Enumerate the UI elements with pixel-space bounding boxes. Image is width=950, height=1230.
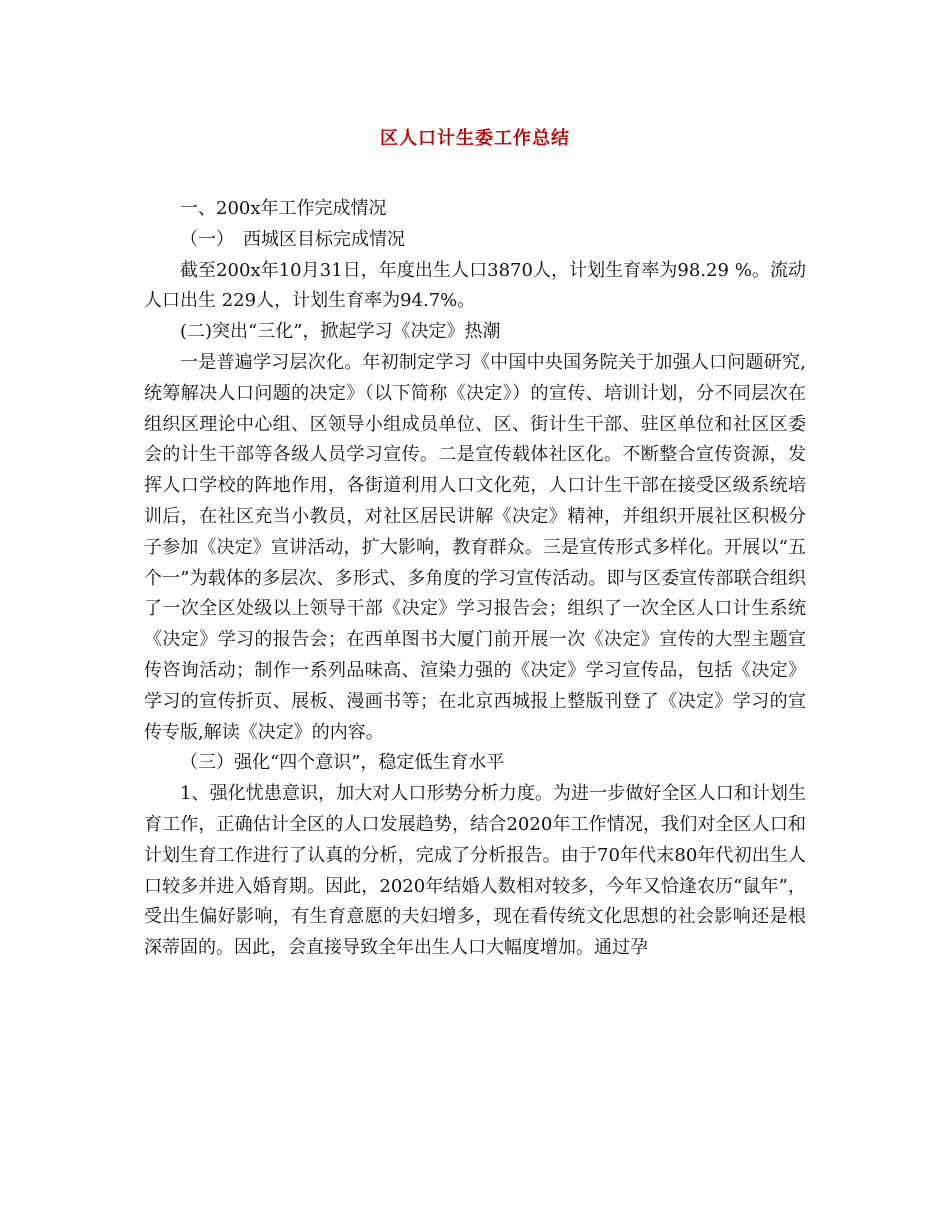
subsection-heading: （三）强化“四个意识”，稳定低生育水平 (180, 752, 505, 774)
subsection-heading: (二)突出“三化”，掀起学习《决定》热潮 (180, 321, 501, 343)
document-body (144, 194, 806, 964)
section-heading: 一、200x年工作完成情况 (180, 198, 387, 219)
body-paragraph: 一是普遍学习层次化。年初制定学习《中国中央国务院关于加强人口问题研究,统筹解决人口问题的决定》（以下简称《决定》）的宣传、培训计划，分不同层次在组织区理论中心组、区领导小组成员单位、区、街计生干部、驻区单位和社区区委会的计生干部等各级人员学习宣传。二是宣传载体社区化。不断整合宣传资源，发挥人口学校的阵地作用，各街道利用人口文化苑，人口计生干部在接受区级系统培训后，在社区充当小教员，对社区居民讲解《决定》精神，并组织开展社区积极分子参加《决定》宣讲活动，扩大影响，教育群众。三是宣传形式多样化。开展以“五个一”为载体的多层次、多形式、多角度的学习宣传活动。即与区委宣传部联合组织了一次全区处级以上领导干部《决定》学习报告会；组织了一次全区人口计生系统《决定》学习的报告会；在西单图书大厦门前开展一次《决定》宣传的大型主题宣传咨询活动；制作一系列品味高、渲染力强的《决定》学习宣传品，包括《决定》学习的宣传折页、展板、漫画书等；在北京西城报上整版刊登了《决定》学习的宣传专版,解读《决定》的内容。 (144, 351, 806, 743)
subsection-heading: （一） 西城区目标完成情况 (180, 228, 405, 250)
body-paragraph: 截至200x年10月31日，年度出生人口3870人，计划生育率为98.29 %。流动人口出生 229人，计划生育率为94.7%。 (144, 259, 806, 312)
document-title: 区人口计生委工作总结 (380, 128, 570, 149)
body-paragraph: 1、强化忧患意识，加大对人口形势分析力度。为进一步做好全区人口和计划生育工作，正确估计全区的人口发展趋势，结合2020年工作情况，我们对全区人口和计划生育工作进行了认真的分析，完成了分析报告。由于70年代末80年代初出生人口较多并进入婚育期。因此，2020年结婚人数相对较多，今年又恰逢农历“鼠年”，受出生偏好影响，有生育意愿的夫妇增多，现在看传统文化思想的社会影响还是根深蒂固的。因此，会直接导致全年出生人口大幅度增加。通过孕 (144, 783, 806, 959)
